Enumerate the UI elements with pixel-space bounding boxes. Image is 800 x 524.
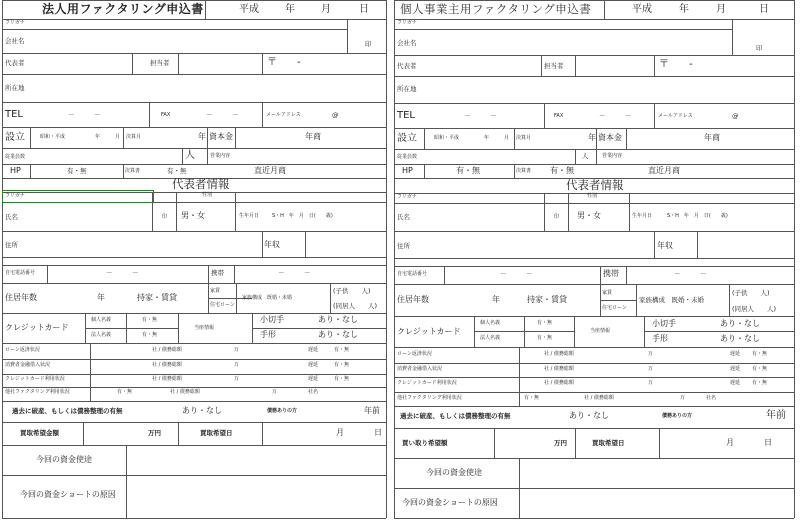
tel-label: TEL bbox=[5, 109, 23, 120]
other-man: 万 bbox=[680, 395, 686, 401]
capital-label: 資本金 bbox=[598, 133, 622, 142]
corp-name-label: 法人名義 bbox=[480, 335, 501, 341]
current-account-label: 当座情報 bbox=[590, 328, 611, 334]
credit-late: 遅延 bbox=[730, 380, 741, 386]
header-day: 日 bbox=[759, 4, 769, 15]
header-year: 年 bbox=[285, 4, 295, 15]
business-label: 営業内容 bbox=[602, 153, 623, 159]
check-label: 小切手 bbox=[652, 319, 676, 328]
name-seal: 印 bbox=[554, 214, 560, 220]
loan-status-label: ローン返済状況 bbox=[397, 351, 432, 357]
fund-use-label: 今回の資金使途 bbox=[36, 455, 92, 464]
address-label: 所在地 bbox=[397, 85, 417, 93]
bill-yes-no: あり・なし bbox=[720, 334, 760, 343]
other-company-name: 社名 bbox=[706, 395, 717, 401]
form-title: 個人事業主用ファクタリング申込書 bbox=[400, 2, 592, 16]
gender-small-label: 性別 bbox=[587, 193, 598, 199]
fiscal-label: 決算月 bbox=[516, 135, 532, 141]
birthdate-format: S・H 年 月 日( 歳) bbox=[667, 213, 728, 219]
settlement-yes-no: 有・無 bbox=[167, 167, 187, 175]
employees-label: 従業員数 bbox=[5, 154, 26, 160]
employees-label: 従業員数 bbox=[397, 154, 418, 160]
credit-company-total: 社 / 債務総額 bbox=[544, 380, 574, 386]
shortage-cause-label: 今回の資金ショートの原因 bbox=[20, 490, 116, 499]
header-era: 平成 bbox=[632, 4, 652, 15]
years-lived-label: 住居年数 bbox=[5, 293, 37, 302]
loan-late-yes-no: 有・無 bbox=[334, 347, 350, 353]
rent-label: 家賃 bbox=[210, 288, 221, 294]
consumer-status-label: 消費者金融借入状況 bbox=[5, 362, 51, 368]
credit-late-yes-no: 有・無 bbox=[334, 376, 350, 382]
consumer-man: 万 bbox=[234, 362, 240, 368]
personal-name-label: 個人名義 bbox=[480, 320, 501, 326]
man-yen-unit: 万円 bbox=[554, 439, 567, 447]
mobile-dash: － － bbox=[278, 269, 311, 277]
furigana-label: フリガナ bbox=[397, 20, 417, 26]
established-label: 設立 bbox=[397, 133, 417, 144]
credit-company-total: 社 / 債務総額 bbox=[152, 376, 182, 382]
annual-label: 年商 bbox=[704, 133, 720, 142]
man-yen-unit: 万円 bbox=[148, 429, 161, 437]
settlement-yes-no: 有・無 bbox=[550, 166, 574, 175]
corporate-application-sheet bbox=[2, 0, 386, 520]
years-ago: 年前 bbox=[766, 410, 786, 421]
desired-amount-label: 買取希望金額 bbox=[20, 429, 59, 437]
income-label: 年収 bbox=[264, 240, 280, 249]
current-account-label: 当座情報 bbox=[194, 325, 215, 331]
mobile-dash: － － bbox=[674, 270, 707, 278]
bill-label: 手形 bbox=[260, 330, 276, 339]
email-at: @ bbox=[332, 111, 339, 119]
hp-label: HP bbox=[402, 166, 413, 175]
personal-card-yes-no: 有・無 bbox=[142, 317, 158, 323]
own-rent-options: 持家・賃貸 bbox=[137, 293, 177, 302]
capital-year: 年 bbox=[198, 132, 206, 141]
desired-date-label: 買取希望日 bbox=[200, 429, 233, 437]
hp-label: HP bbox=[10, 166, 21, 175]
header-day: 日 bbox=[359, 4, 369, 15]
shortage-cause-label: 今回の資金ショートの原因 bbox=[402, 498, 498, 507]
seal-label: 印 bbox=[756, 44, 763, 52]
credit-man: 万 bbox=[234, 376, 240, 382]
fax-dash: － － bbox=[206, 111, 239, 119]
home-phone-label: 自宅電話番号 bbox=[5, 270, 36, 276]
sole-proprietor-application-sheet bbox=[394, 0, 796, 520]
desired-month: 月 bbox=[336, 428, 344, 437]
rep-label: 代表者 bbox=[5, 59, 25, 67]
credit-card-label: クレジットカード bbox=[5, 323, 69, 332]
desired-day: 日 bbox=[374, 428, 382, 437]
home-phone-label: 自宅電話番号 bbox=[397, 271, 428, 277]
name-label: 氏名 bbox=[397, 213, 410, 221]
recent-sales-label: 直近月商 bbox=[648, 166, 680, 175]
est-year: 年 bbox=[484, 135, 490, 141]
consumer-late: 遅延 bbox=[308, 362, 319, 368]
consumer-status-label: 消費者金融借入状況 bbox=[397, 366, 443, 372]
fax-label: FAX bbox=[161, 112, 171, 118]
desired-amount-label: 買い取り希望額 bbox=[402, 439, 448, 447]
seal-label: 印 bbox=[365, 40, 372, 48]
check-yes-no: あり・なし bbox=[720, 319, 760, 328]
contact-label: 担当者 bbox=[150, 59, 170, 67]
birthdate-label: 生年月日 bbox=[632, 213, 653, 219]
hp-yes-no: 有・無 bbox=[67, 167, 87, 175]
credit-status-label: クレジットカード利用状況 bbox=[5, 376, 65, 382]
other-company-total: 社 / 債務総額 bbox=[170, 389, 200, 395]
email-label: メールアドレス bbox=[266, 112, 301, 118]
email-at: @ bbox=[732, 112, 739, 120]
rep-furigana-label: フリガナ bbox=[5, 193, 25, 199]
bankruptcy-note: 債務ありの方 bbox=[662, 413, 693, 419]
years-lived-unit: 年 bbox=[97, 293, 105, 302]
birthdate-label: 生年月日 bbox=[239, 213, 260, 219]
email-label: メールアドレス bbox=[658, 113, 693, 119]
check-label: 小切手 bbox=[260, 315, 284, 324]
era-options: 昭和・平成 bbox=[434, 135, 460, 141]
home-phone-dash: － － bbox=[106, 269, 139, 277]
tel-dash: － － bbox=[464, 112, 497, 120]
mobile-label: 携帯 bbox=[211, 269, 224, 277]
desired-month: 月 bbox=[726, 438, 734, 447]
years-lived-unit: 年 bbox=[492, 295, 500, 304]
gender-options: 男・女 bbox=[181, 211, 205, 220]
loan-man: 万 bbox=[234, 347, 240, 353]
header-era: 平成 bbox=[239, 4, 259, 15]
header-year: 年 bbox=[679, 4, 689, 15]
bankruptcy-label: 過去に破産、もしくは債務整理の有無 bbox=[400, 412, 511, 420]
name-label: 氏名 bbox=[5, 213, 18, 221]
own-rent-options: 持家・賃貸 bbox=[527, 295, 567, 304]
desired-date-label: 買取希望日 bbox=[592, 439, 625, 447]
consumer-late-yes-no: 有・無 bbox=[334, 362, 350, 368]
postal-label: 〒 - bbox=[659, 59, 693, 70]
residence-label: 住所 bbox=[5, 241, 18, 249]
era-options: 昭和・平成 bbox=[40, 134, 66, 140]
annual-label: 年商 bbox=[305, 132, 321, 141]
bill-yes-no: あり・なし bbox=[318, 330, 358, 339]
est-year: 年 bbox=[95, 134, 101, 140]
rep-info-heading: 代表者情報 bbox=[566, 178, 624, 192]
tel-label: TEL bbox=[397, 110, 415, 121]
cohabitant-count: (同居人 人) bbox=[333, 302, 378, 310]
credit-man: 万 bbox=[648, 380, 654, 386]
loan-late: 遅延 bbox=[730, 351, 741, 357]
name-seal: 印 bbox=[162, 214, 168, 220]
header-month: 月 bbox=[321, 4, 331, 15]
bankruptcy-yes-no: あり・なし bbox=[182, 406, 222, 415]
settlement-label: 決算書 bbox=[516, 168, 532, 174]
postal-label: 〒 - bbox=[267, 57, 301, 68]
check-yes-no: あり・なし bbox=[318, 315, 358, 324]
consumer-late-yes-no: 有・無 bbox=[752, 366, 768, 372]
loan-status-label: ローン返済状況 bbox=[5, 347, 40, 353]
family-structure: 家族構成 既婚・未婚 bbox=[639, 296, 704, 304]
rep-label: 代表者 bbox=[397, 62, 417, 70]
corp-card-yes-no: 有・無 bbox=[142, 332, 158, 338]
credit-late-yes-no: 有・無 bbox=[752, 380, 768, 386]
loan-company-total: 社 / 債務総額 bbox=[544, 351, 574, 357]
people-unit: 人 bbox=[582, 152, 589, 160]
years-lived-label: 住居年数 bbox=[397, 295, 429, 304]
mobile-label: 携帯 bbox=[603, 269, 619, 278]
desired-day: 日 bbox=[764, 438, 772, 447]
gender-options: 男・女 bbox=[577, 211, 601, 220]
est-month: 月 bbox=[504, 135, 510, 141]
company-label: 会社名 bbox=[397, 39, 417, 47]
rep-info-heading: 代表者情報 bbox=[172, 177, 230, 191]
home-phone-dash: － － bbox=[500, 270, 533, 278]
residence-label: 住所 bbox=[397, 242, 410, 250]
consumer-late: 遅延 bbox=[730, 366, 741, 372]
address-label: 所在地 bbox=[5, 84, 25, 92]
consumer-company-total: 社 / 債務総額 bbox=[152, 362, 182, 368]
capital-label: 資本金 bbox=[209, 132, 233, 141]
header-month: 月 bbox=[716, 4, 726, 15]
other-factoring-label: 他社ファクタリング利用状況 bbox=[397, 395, 462, 401]
business-label: 営業内容 bbox=[210, 153, 231, 159]
loan-man: 万 bbox=[648, 351, 654, 357]
home-loan-label: 住宅ローン bbox=[602, 305, 627, 311]
people-unit: 人 bbox=[185, 150, 195, 161]
fax-dash: － － bbox=[599, 112, 632, 120]
other-factoring-label: 他社ファクタリング利用状況 bbox=[5, 389, 70, 395]
est-month: 月 bbox=[115, 134, 121, 140]
corp-name-label: 法人名義 bbox=[91, 332, 112, 338]
bankruptcy-note: 債務ありの方 bbox=[267, 408, 298, 414]
gender-small-label: 性別 bbox=[202, 192, 213, 198]
fund-use-label: 今回の資金使途 bbox=[426, 468, 482, 477]
hp-yes-no: 有・無 bbox=[456, 166, 480, 175]
selected-cell[interactable] bbox=[2, 190, 154, 203]
other-company-name: 社名 bbox=[308, 389, 319, 395]
consumer-man: 万 bbox=[648, 366, 654, 372]
children-count: (子供 人) bbox=[732, 289, 770, 297]
birthdate-format: S・H 年 月 日( 歳) bbox=[272, 213, 333, 219]
corp-card-yes-no: 有・無 bbox=[537, 335, 553, 341]
personal-card-yes-no: 有・無 bbox=[537, 320, 553, 326]
credit-status-label: クレジットカード利用状況 bbox=[397, 380, 457, 386]
children-count: (子供 人) bbox=[333, 287, 371, 295]
loan-company-total: 社 / 債務総額 bbox=[152, 347, 182, 353]
established-label: 設立 bbox=[5, 132, 25, 143]
bankruptcy-label: 過去に破産、もしくは債務整理の有無 bbox=[12, 407, 123, 415]
income-label: 年収 bbox=[657, 241, 673, 250]
other-factoring-yes-no: 有・無 bbox=[524, 395, 540, 401]
capital-year: 年 bbox=[588, 133, 596, 142]
settlement-label: 決算書 bbox=[125, 168, 141, 174]
years-ago: 年前 bbox=[364, 406, 380, 415]
contact-label: 担当者 bbox=[544, 62, 564, 70]
other-factoring-yes-no: 有・無 bbox=[117, 389, 133, 395]
cohabitant-count: (同居人 人) bbox=[732, 305, 777, 313]
sheet-divider bbox=[386, 0, 394, 524]
loan-late-yes-no: 有・無 bbox=[752, 351, 768, 357]
family-structure: 家族構成 既婚・未婚 bbox=[242, 295, 293, 301]
personal-name-label: 個人名義 bbox=[91, 317, 112, 323]
home-loan-label: 住宅ローン bbox=[210, 302, 235, 308]
consumer-company-total: 社 / 債務総額 bbox=[544, 366, 574, 372]
rent-label: 家賃 bbox=[602, 290, 613, 296]
rep-furigana-label: フリガナ bbox=[397, 194, 417, 200]
other-man: 万 bbox=[272, 389, 278, 395]
bankruptcy-yes-no: あり・なし bbox=[569, 411, 609, 420]
fiscal-label: 決算月 bbox=[126, 134, 142, 140]
credit-card-label: クレジットカード bbox=[397, 327, 461, 336]
tel-dash: － － bbox=[68, 111, 101, 119]
company-label: 会社名 bbox=[5, 37, 25, 45]
recent-sales-label: 直近月商 bbox=[254, 166, 286, 175]
other-company-total: 社 / 債務総額 bbox=[584, 395, 614, 401]
fax-label: FAX bbox=[554, 113, 564, 119]
form-title: 法人用ファクタリング申込書 bbox=[42, 2, 204, 16]
loan-late: 遅延 bbox=[308, 347, 319, 353]
furigana-label: フリガナ bbox=[5, 20, 25, 26]
credit-late: 遅延 bbox=[308, 376, 319, 382]
bill-label: 手形 bbox=[652, 334, 668, 343]
